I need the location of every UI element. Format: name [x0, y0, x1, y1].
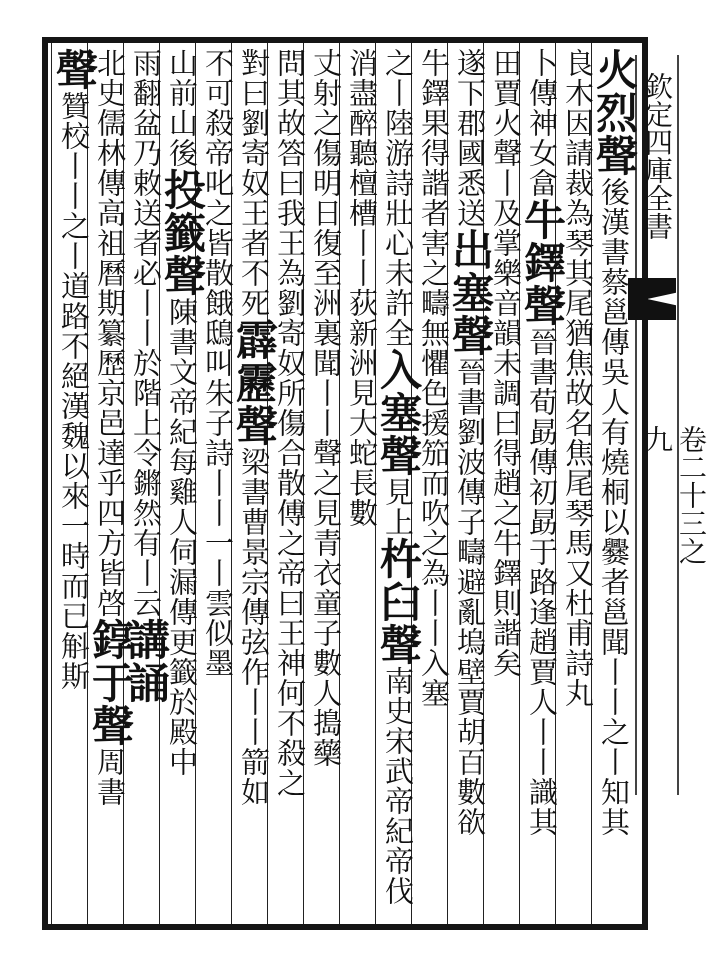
volume-label: 卷二十三之九 — [641, 425, 708, 565]
entry-text: 牛鐸果得諧者 — [417, 48, 451, 228]
entry-text: 晉書劉波傳子疇避亂塢壁賈胡百數欲 — [453, 357, 487, 837]
entry-text: 遂下郡國悉送 — [453, 48, 487, 228]
entry-text: 斛斯 — [57, 631, 91, 691]
book-header: 欽定四庫全書 — [641, 72, 674, 240]
entry-heading: 講誦 — [122, 618, 171, 704]
entry-text: 不可殺帝叱之皆散 — [201, 48, 235, 288]
entry-text: 田賈火聲 — [489, 48, 523, 168]
entry-text: 餓鴟叫朱子詩丨丨一丨雲似墨 — [201, 288, 235, 678]
entry-text: 周書 — [93, 747, 127, 807]
entry-text: 卜傳神女畣 — [525, 48, 559, 198]
entry-heading: 霹靂聲 — [230, 318, 279, 447]
entry-text: 荻新洲見大蛇長數 — [345, 288, 379, 528]
entry-text: 丈射之傷明日復至洲裏聞丨丨聲之見青衣童子數人搗藥 — [309, 48, 343, 768]
entry-text: 北史儒林傳高祖曆期纂歷京邑達乎四方皆啓 — [93, 48, 127, 618]
entry-heading: 錞于聲 — [86, 618, 135, 747]
entry-text: 雨翻盆 — [129, 48, 163, 138]
entry-text: 問其故答曰我王為劉寄奴所傷合散傅之帝曰王神何不殺之 — [273, 48, 307, 798]
entry-heading: 投籤聲 — [158, 168, 207, 297]
entry-heading: 火烈聲 — [590, 48, 639, 177]
entry-text: 對曰劉寄奴王者不死 — [237, 48, 271, 318]
entry-heading: 入塞聲 — [374, 348, 423, 477]
entry-text: 後漢書蔡邕傳吳人有燒桐以爨者邕聞丨丨之丨知其 — [597, 177, 631, 837]
entry-text: 乃敕送者必丨丨於階上令鏘然有丨云 — [129, 138, 163, 618]
entry-text: 贊校丨丨之丨道路不絕漢魏以來一時而已 — [57, 91, 91, 631]
entry-text: 丨及掌樂音韻未調曰得趙之牛鐸則諧矣 — [489, 168, 523, 678]
entry-text: 晉書荀勗傳初勗于路逢趙賈人丨丨識其 — [525, 327, 559, 837]
entry-heading: 杵臼聲 — [374, 537, 423, 666]
entry-text: 消盡醉聽檀槽丨丨 — [345, 48, 379, 288]
entry-text: 山前山後 — [165, 48, 199, 168]
entry-text: 見上 — [381, 477, 415, 537]
entry-text: 之丨陸游詩壯心未許全 — [381, 48, 415, 348]
entry-text: 陳書文帝紀每雞人伺漏傳更籤於殿中 — [165, 297, 199, 777]
column-divider — [51, 43, 52, 924]
entry-text: 害之疇無懼色援笳而吹之為丨丨入塞 — [417, 228, 451, 708]
entry-text: 梁書曹景宗傳弦作丨丨箭如 — [237, 447, 271, 807]
text-column — [50, 48, 99, 908]
entry-text: 南史宋武帝紀帝伐 — [381, 666, 415, 906]
entry-heading: 出塞聲 — [446, 228, 495, 357]
entry-text: 良木因請裁為琴其尾猶焦故名焦尾琴馬又杜甫詩丸 — [561, 48, 595, 708]
entry-heading: 聲 — [50, 48, 99, 91]
entry-heading: 牛鐸聲 — [518, 198, 567, 327]
